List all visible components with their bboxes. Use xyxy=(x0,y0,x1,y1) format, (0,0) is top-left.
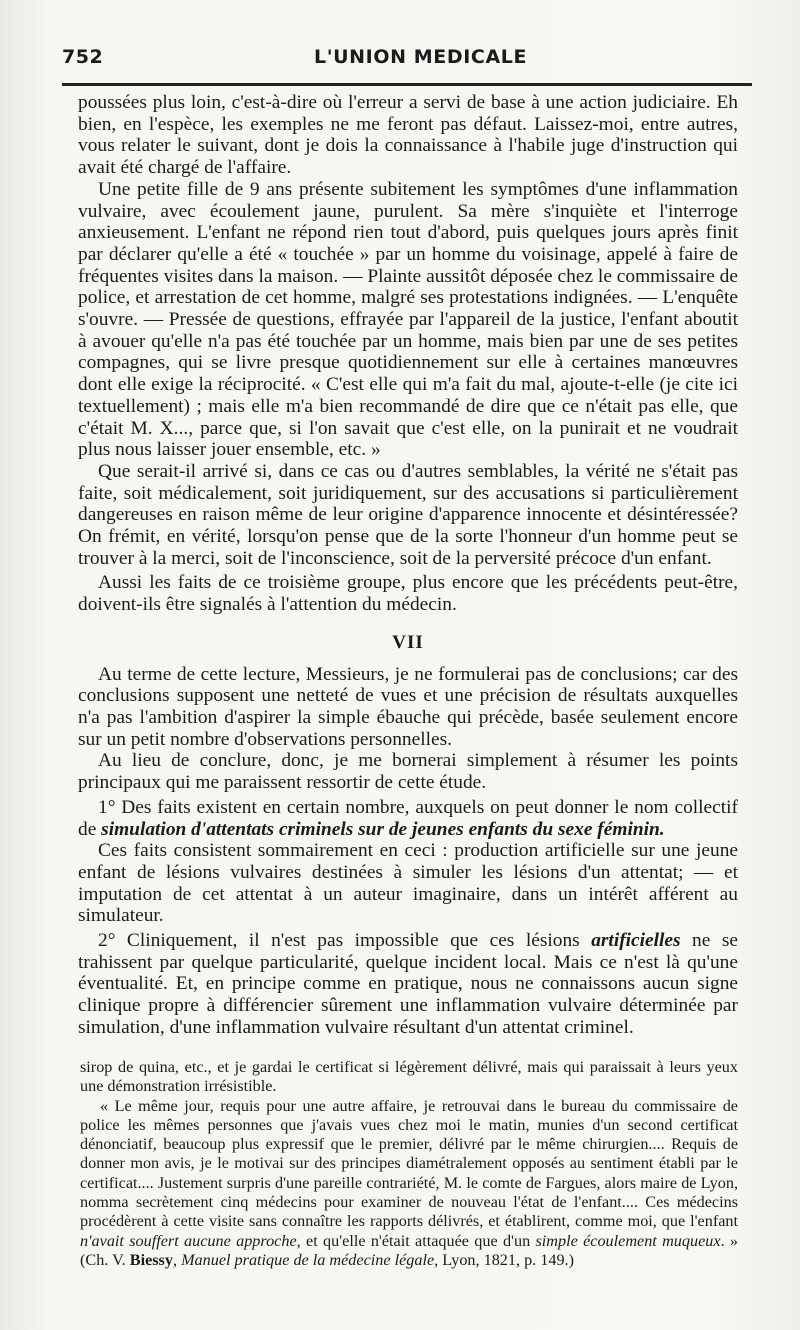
footnote-text: , xyxy=(172,1250,182,1269)
emphasized-text: simulation d'attentats criminels sur de jeunes enfants du sexe féminin. xyxy=(101,818,665,840)
header-rule xyxy=(62,83,752,86)
footnote-emphasis: simple écoulement muqueux xyxy=(535,1231,721,1250)
paragraph-text: ne se trahissent par quelque particularité, quelque incident local. Mais ce n'est là qu'une éventualité. Et, en principe comme en pratique, nous ne connaissons aucun signe clinique propre à différencier sûrement une inflammation vulvaire déterminée par simulation, d'une inflammation vulvaire résultant d'un attentat criminel. xyxy=(78,930,738,1038)
section-heading: VII xyxy=(392,631,424,653)
footnote-book-title: Manuel pratique de la médecine légale xyxy=(181,1250,435,1269)
footnote-text: , Lyon, 1821, p. 149.) xyxy=(434,1250,574,1269)
paragraph-text: 1° Des faits existent en certain nombre, auxquels on peut donner le nom collectif de xyxy=(78,796,738,840)
running-title: L'UNION MEDICALE xyxy=(314,46,528,68)
paragraph: Une petite fille de 9 ans présente subitement les symptômes d'une inflammation vulvaire, avec écoulement jaune, purulent. Sa mère s'inquiète et l'interroge anxieusement. L'enfant ne répond rien tout d'abord, puis quelques jours après finit par déclarer qu'elle a été « touchée » par un homme du voisinage, appelé à faire de fréquentes visites dans la maison. — Plainte aussitôt déposée chez le commissaire de police, et arrestation de cet homme, malgré ses protestations indignées. — L'enquête s'ouvre. — Pressée de questions, effrayée par l'appareil de la justice, l'enfant aboutit à avouer qu'elle n'a pas été touchée par un homme, mais bien par une de ses petites compagnes, qui se livre presque quotidiennement sur elle à certaines manœuvres dont elle exige la réciprocité. « C'est elle qui m'a fait du mal, ajoute-t-elle (je cite ici textuellement) ; mais elle m'a bien recommandé de dire que ce n'était pas elle, que c'était M. X..., parce que, si l'on savait que c'est elle, on la punirait et ne voudrait plus nous laisser jouer ensemble, etc. » xyxy=(78,178,738,461)
footnotes xyxy=(80,1058,738,1270)
paragraph: Aussi les faits de ce troisième groupe, plus encore que les précédents peut-être, doivent-ils être signalés à l'attention du médecin. xyxy=(78,572,738,616)
page-header xyxy=(62,46,754,76)
paragraph: Ces faits consistent sommairement en ceci : production artificielle sur une jeune enfant de lésions vulvaires destinées à simuler les lésions d'un attentat; — et imputation de cet attentat à un auteur imaginaire, dans un intérêt afférent au simulateur. xyxy=(78,840,738,927)
emphasized-text: artificielles xyxy=(591,930,681,952)
footnote-emphasis: n'avait souffert aucune approche xyxy=(80,1231,297,1250)
footnote xyxy=(80,1097,738,1271)
paragraph: poussées plus loin, c'est-à-dire où l'erreur a servi de base à une action judiciaire. Eh bien, en l'espèce, les exemples ne me feront pas défaut. Laissez-moi, entre autres, vous relater le suivant, dont je dois la connaissance à l'habile juge d'instruction qui avait été chargé de l'affaire. xyxy=(78,92,738,179)
footnote: sirop de quina, etc., et je gardai le certificat si légèrement délivré, mais qui paraissait à leurs yeux une démonstration irrésistible. xyxy=(80,1058,738,1096)
paragraph xyxy=(78,797,738,840)
paragraph xyxy=(78,930,738,1039)
paragraph: Au terme de cette lecture, Messieurs, je ne formulerai pas de conclusions; car des conclusions supposent une netteté de vues et une précision de résultats auxquelles n'a pas l'ambition d'aspirer la simple ébauche qui précède, basée seulement encore sur un petit nombre d'observations personnelles. xyxy=(78,663,738,750)
footnote-text: , et qu'elle n'était attaquée que d'un xyxy=(296,1231,536,1250)
main-text xyxy=(78,92,738,1039)
paragraph-text: 2° Cliniquement, il n'est pas impossible que ces lésions xyxy=(98,930,592,952)
paragraph: Que serait-il arrivé si, dans ce cas ou d'autres semblables, la vérité ne s'était pas faite, soit médicalement, soit juridiquement, sur des accusations si particulièrement dangereuses en raison même de leur origine d'apparence innocente et désintéressée? On frémit, en vérité, lorsqu'on pense que de la sorte l'honneur d'un homme peut se trouver à la merci, soit de l'inconscience, soit de la perversité précoce d'un enfant. xyxy=(78,460,738,569)
page-number: 752 xyxy=(62,46,104,68)
footnote-text: « Le même jour, requis pour une autre affaire, je retrouvai dans le bureau du commissaire de police les mêmes personnes que j'avais vues chez moi le matin, munies d'un second certificat dénonciatif, beaucoup plus expressif que le premier, délivré par le même chirurgien.... Requis de donner mon avis, je le motivai sur des principes diamétralement opposés au sentiment établi par le certificat.... Justement surpris d'une pareille contrariété, M. le comte de Fargues, alors maire de Lyon, nomma secrètement cinq médecins pour examiner de nouveau l'état de l'enfant.... Ces médecins procédèrent à cette visite sans connaître les rapports délivrés, et établirent, comme moi, que l'enfant xyxy=(80,1096,738,1231)
paragraph: Au lieu de conclure, donc, je me bornerai simplement à résumer les points principaux qui me paraissent ressortir de cette étude. xyxy=(78,750,738,794)
footnote-text: . » (Ch. V. xyxy=(80,1231,739,1269)
footnote-author: Biessy xyxy=(129,1250,173,1269)
